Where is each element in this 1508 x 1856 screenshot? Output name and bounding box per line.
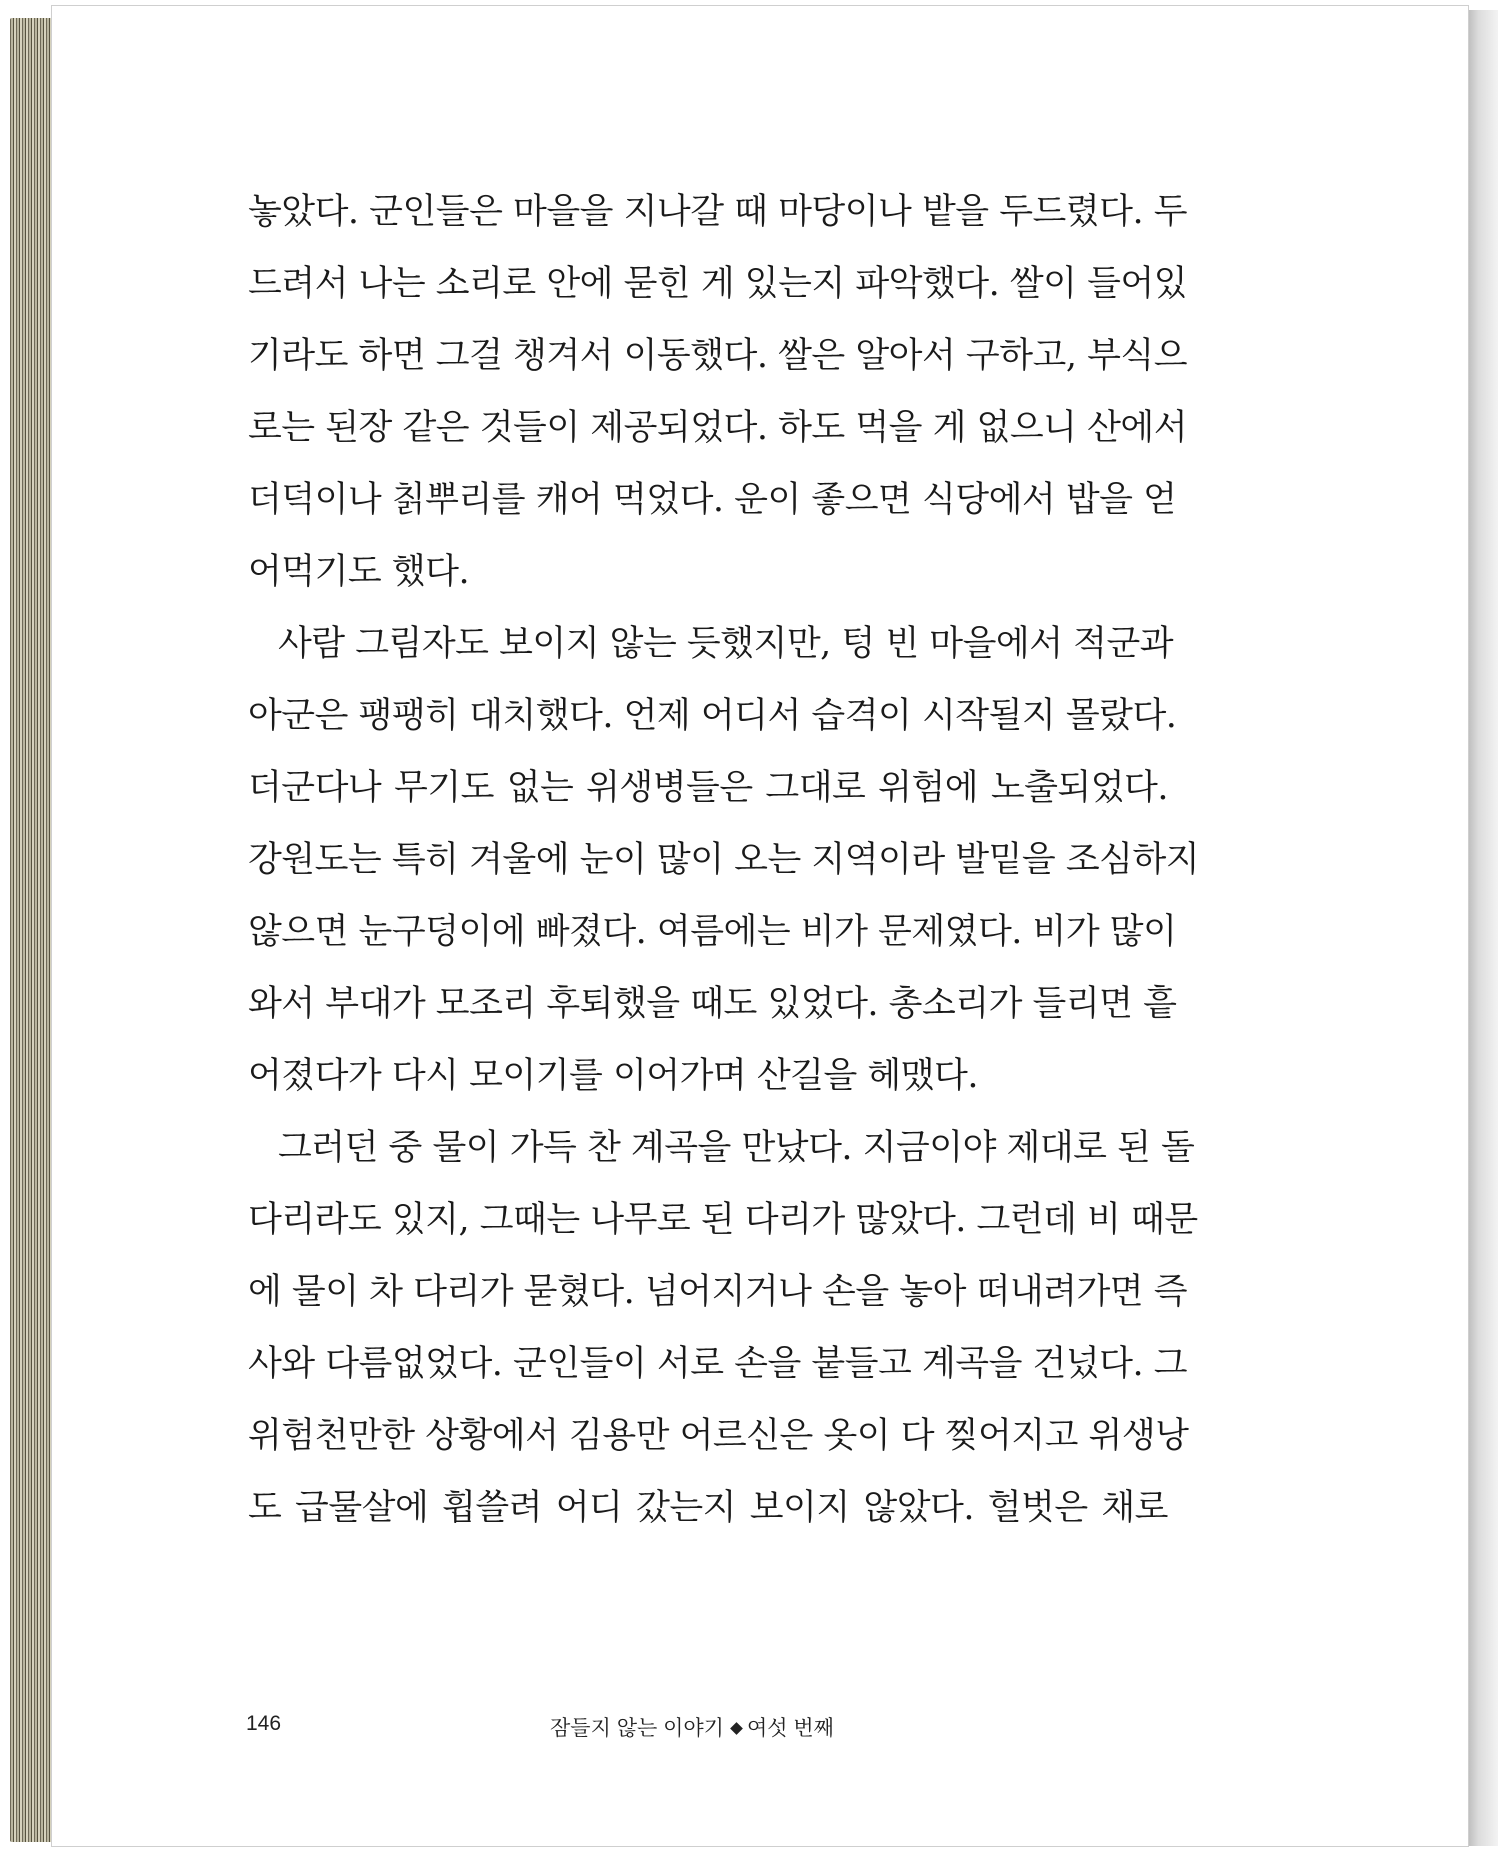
text-line: 사와 다름없었다. 군인들이 서로 손을 붙들고 계곡을 건넜다. 그	[248, 1344, 1188, 1384]
body-text	[248, 176, 1200, 1544]
text-line: 와서 부대가 모조리 후퇴했을 때도 있었다. 총소리가 들리면 흩	[248, 984, 1177, 1024]
diamond-separator-icon	[730, 1722, 743, 1735]
text-line: 강원도는 특히 겨울에 눈이 많이 오는 지역이라 발밑을 조심하지	[248, 840, 1200, 880]
text-line: 다리라도 있지, 그때는 나무로 된 다리가 많았다. 그런데 비 때문	[248, 1200, 1198, 1240]
page-footer	[0, 1712, 1508, 1742]
text-line: 기라도 하면 그걸 챙겨서 이동했다. 쌀은 알아서 구하고, 부식으	[248, 336, 1188, 376]
text-line: 어졌다가 다시 모이기를 이어가며 산길을 헤맸다.	[248, 1056, 978, 1096]
text-line: 않으면 눈구덩이에 빠졌다. 여름에는 비가 문제였다. 비가 많이	[248, 912, 1177, 952]
text-line: 놓았다. 군인들은 마을을 지나갈 때 마당이나 밭을 두드렸다. 두	[248, 192, 1188, 232]
text-line: 아군은 팽팽히 대치했다. 언제 어디서 습격이 시작될지 몰랐다.	[248, 696, 1177, 736]
section-title: 여섯 번째	[746, 1717, 834, 1740]
text-line: 더덕이나 칡뿌리를 캐어 먹었다. 운이 좋으면 식당에서 밥을 얻	[248, 480, 1177, 520]
text-line: 어먹기도 했다.	[248, 552, 470, 592]
page-right-shadow	[1468, 10, 1498, 1846]
running-title	[550, 1712, 834, 1742]
text-line: 사람 그림자도 보이지 않는 듯했지만, 텅 빈 마을에서 적군과	[278, 624, 1174, 664]
text-line: 더군다나 무기도 없는 위생병들은 그대로 위험에 노출되었다.	[248, 768, 1168, 808]
book-title: 잠들지 않는 이야기	[550, 1717, 724, 1740]
text-line: 위험천만한 상황에서 김용만 어르신은 옷이 다 찢어지고 위생낭	[248, 1416, 1189, 1456]
text-line: 드려서 나는 소리로 안에 묻힌 게 있는지 파악했다. 쌀이 들어있	[248, 264, 1188, 304]
text-line: 그러던 중 물이 가득 찬 계곡을 만났다. 지금이야 제대로 된 돌	[278, 1128, 1195, 1168]
text-line: 에 물이 차 다리가 묻혔다. 넘어지거나 손을 놓아 떠내려가면 즉	[248, 1272, 1188, 1312]
text-line: 도 급물살에 휩쓸려 어디 갔는지 보이지 않았다. 헐벗은 채로	[248, 1488, 1168, 1528]
stacked-page-edges	[10, 18, 56, 1842]
page-number: 146	[246, 1712, 282, 1735]
text-line: 로는 된장 같은 것들이 제공되었다. 하도 먹을 게 없으니 산에서	[248, 408, 1188, 448]
